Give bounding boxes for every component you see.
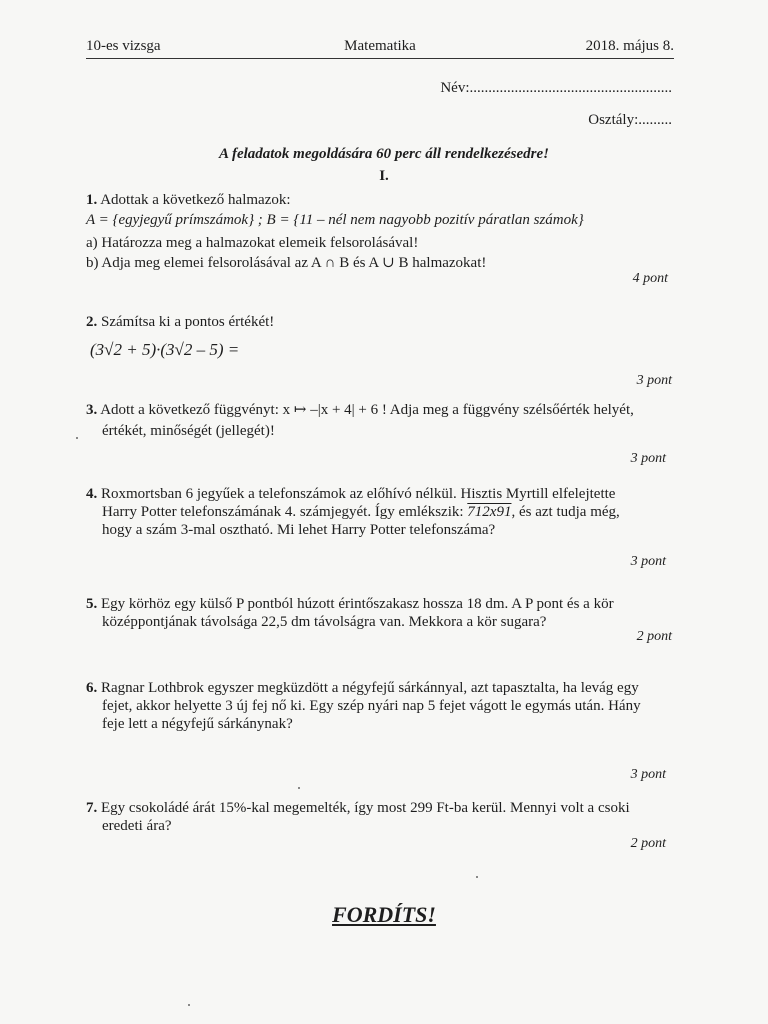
- task-2-number: 2.: [86, 314, 98, 330]
- task-4-line-2: Harry Potter telefonszámának 4. számjegyét. Így emlékszik: 712x91, és azt tudja még,: [102, 504, 620, 520]
- task-2-points: 3 pont: [636, 373, 672, 388]
- task-4-line-1: 4. Roxmortsban 6 jegyűek a telefonszámok az előhívó nélkül. Hisztis Myrtill elfelejtette: [86, 486, 616, 502]
- task-2-line-1: 2. Számítsa ki a pontos értékét!: [86, 314, 275, 330]
- header-subject: Matematika: [344, 38, 416, 54]
- scan-speck: [476, 876, 478, 878]
- task-7-line-1: 7. Egy csokoládé árát 15%-kal megemelték, így most 299 Ft-ba kerül. Mennyi volt a csoki: [86, 800, 630, 816]
- task-1-points: 4 pont: [632, 271, 668, 286]
- task-4-number: 4.: [86, 486, 98, 502]
- header-date: 2018. május 8.: [585, 38, 674, 54]
- section-title: I.: [379, 168, 389, 184]
- header-exam-name: 10-es vizsga: [86, 38, 161, 54]
- task-6-line-2: fejet, akkor helyette 3 új fej nő ki. Egy szép nyári nap 5 fejet vágott le egymás után. Hány: [102, 698, 641, 714]
- task-6-line-3: feje lett a négyfejű sárkánynak?: [102, 716, 293, 732]
- task-1-part-b: b) Adja meg elemei felsorolásával az A ∩ B és A ∪ B halmazokat!: [86, 255, 487, 271]
- task-1-part-a: a) Határozza meg a halmazokat elemeik felsorolásával!: [86, 235, 419, 251]
- task-2-expression: (3√2 + 5)·(3√2 – 5) =: [90, 340, 240, 359]
- scan-speck: [76, 437, 78, 439]
- task-3-points: 3 pont: [630, 451, 666, 466]
- task-1-sets-definition: A = {egyjegyű prímszámok} ; B = {11 – nél nem nagyobb pozitív páratlan számok}: [86, 212, 584, 228]
- task-5-line-1: 5. Egy körhöz egy külső P pontból húzott érintőszakasz hossza 18 dm. A P pont és a kör: [86, 596, 614, 612]
- task-5-points: 2 pont: [636, 629, 672, 644]
- task-6-number: 6.: [86, 680, 98, 696]
- page-header: [86, 36, 674, 59]
- task-7-points: 2 pont: [630, 836, 666, 851]
- task-6-points: 3 pont: [630, 767, 666, 782]
- task-3-line-1: 3. Adott a következő függvényt: x ↦ –|x + 4| + 6 ! Adja meg a függvény szélsőérték helyét,: [86, 402, 634, 418]
- task-4-line-3: hogy a szám 3-mal osztható. Mi lehet Harry Potter telefonszáma?: [102, 522, 496, 538]
- task-5-number: 5.: [86, 596, 98, 612]
- task-7-line-2: eredeti ára?: [102, 818, 172, 834]
- scan-speck: [188, 1004, 190, 1006]
- turn-page-note: FORDÍTS!: [332, 902, 436, 927]
- task-4-phone-pattern: 712x91: [467, 504, 512, 520]
- task-3-line-2: értékét, minőségét (jellegét)!: [102, 423, 275, 439]
- task-1-line-1: 1. Adottak a következő halmazok:: [86, 192, 291, 208]
- task-6-line-1: 6. Ragnar Lothbrok egyszer megküzdött a négyfejű sárkánnyal, azt tapasztalta, ha levág egy: [86, 680, 639, 696]
- instruction-text: A feladatok megoldására 60 perc áll rendelkezésedre!: [219, 146, 549, 162]
- task-7-number: 7.: [86, 800, 98, 816]
- task-3-number: 3.: [86, 402, 98, 418]
- class-field: Osztály:.........: [588, 112, 672, 128]
- scan-speck: [298, 787, 300, 789]
- task-4-points: 3 pont: [630, 554, 666, 569]
- task-5-line-2: középpontjának távolsága 22,5 dm távolságra van. Mekkora a kör sugara?: [102, 614, 547, 630]
- name-field: Név:......................................................: [440, 80, 672, 96]
- task-1-number: 1.: [86, 192, 98, 208]
